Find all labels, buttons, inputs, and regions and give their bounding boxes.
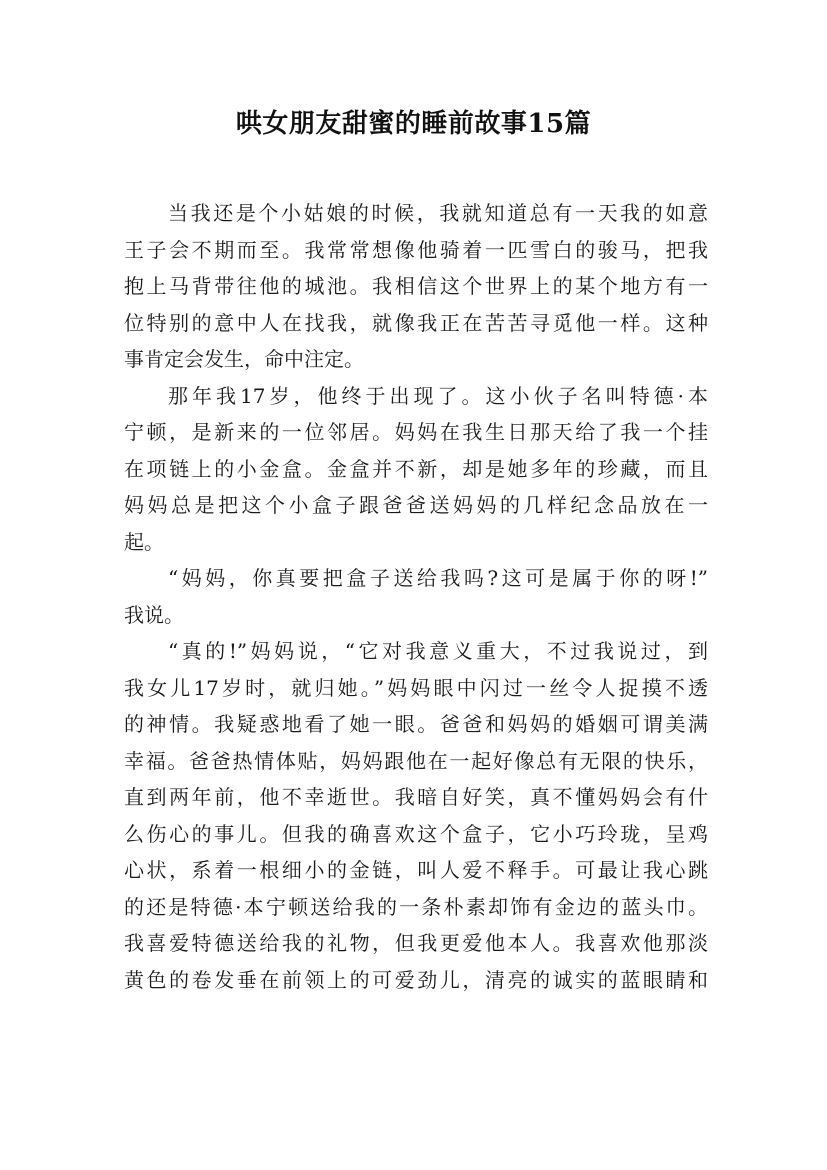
text-line: 我女儿17岁时，就归她。”妈妈眼中闪过一丝令人捉摸不透 <box>124 675 708 700</box>
text-line: 宁顿，是新来的一位邻居。妈妈在我生日那天给了我一个挂 <box>124 420 708 444</box>
text-line: “妈妈，你真要把盒子送给我吗?这可是属于你的呀!” <box>168 566 708 590</box>
text-line: 我喜爱特德送给我的礼物，但我更爱他本人。我喜欢他那淡 <box>124 931 708 955</box>
story-body <box>124 195 708 998</box>
text-line: 当我还是个小姑娘的时候，我就知道总有一天我的如意 <box>168 201 708 225</box>
text-line: 的还是特德·本宁顿送给我的一条朴素却饰有金边的蓝头巾。 <box>124 894 708 919</box>
text-line: 在项链上的小金盒。金盒并不新，却是她多年的珍藏，而且 <box>124 456 708 481</box>
text-line: 事肯定会发生，命中注定。 <box>124 347 364 371</box>
text-line: 直到两年前，他不幸逝世。我暗自好笑，真不懂妈妈会有什 <box>124 785 708 809</box>
text-line: 心状，系着一根细小的金链，叫人爱不释手。可最让我心跳 <box>124 858 708 882</box>
text-line: 我说。 <box>124 602 184 627</box>
text-line: 妈妈总是把这个小盒子跟爸爸送妈妈的几样纪念品放在一 <box>124 493 708 517</box>
document-title: 哄女朋友甜蜜的睡前故事15篇 <box>235 109 592 139</box>
text-line: 的神情。我疑惑地看了她一眼。爸爸和妈妈的婚姻可谓美满 <box>124 712 708 736</box>
text-line: 黄色的卷发垂在前领上的可爱劲儿，清亮的诚实的蓝眼睛和 <box>124 967 708 992</box>
text-line: 位特别的意中人在找我，就像我正在苦苦寻觅他一样。这种 <box>124 310 708 335</box>
text-line: 么伤心的事儿。但我的确喜欢这个盒子，它小巧玲珑，呈鸡 <box>124 821 708 846</box>
text-line: 幸福。爸爸热情体贴，妈妈跟他在一起好像总有无限的快乐， <box>124 748 708 773</box>
text-line: 那年我17岁，他终于出现了。这小伙子名叫特德·本 <box>168 383 708 408</box>
text-line: “真的!”妈妈说，“它对我意义重大，不过我说过，到 <box>168 639 708 663</box>
text-line: 王子会不期而至。我常常想像他骑着一匹雪白的骏马，把我 <box>124 237 708 262</box>
text-line: 抱上马背带往他的城池。我相信这个世界上的某个地方有一 <box>124 274 708 298</box>
text-line: 起。 <box>124 529 164 554</box>
